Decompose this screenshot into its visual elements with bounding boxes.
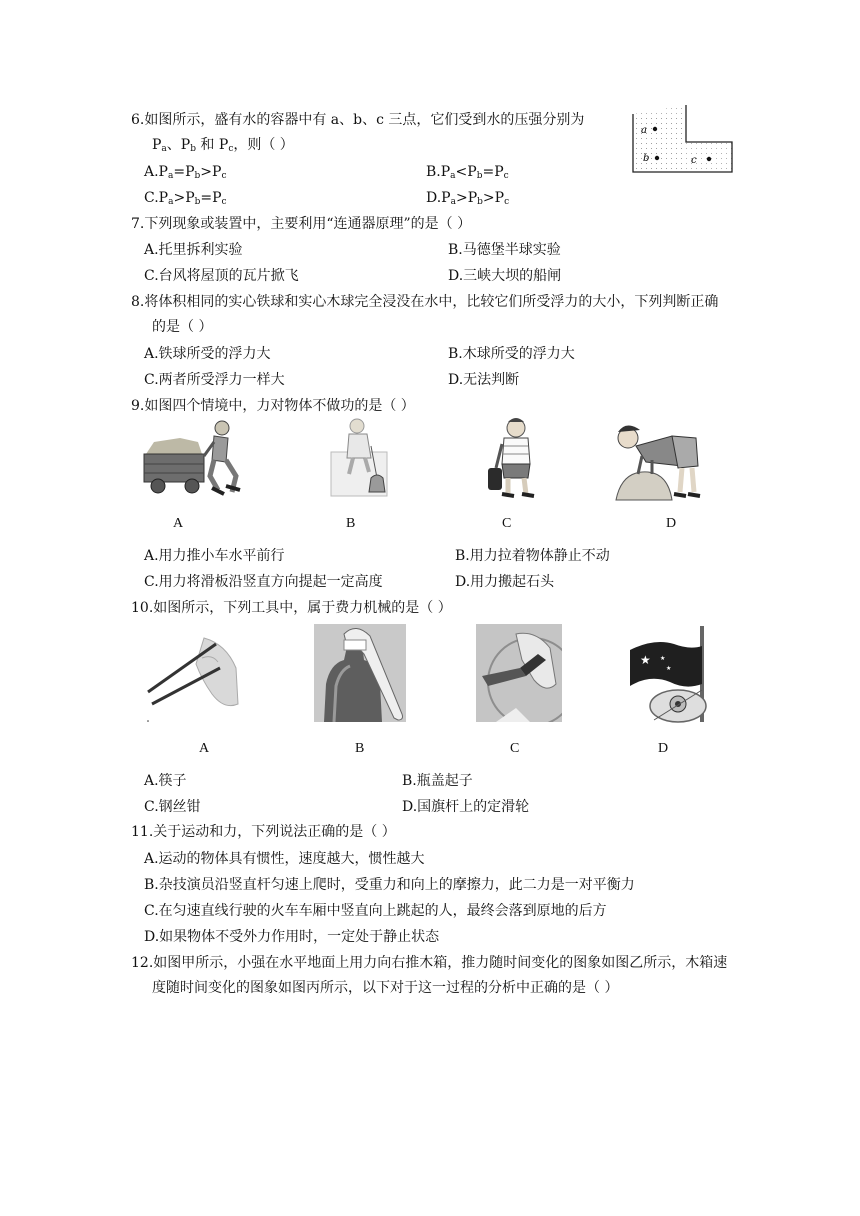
q9-image-a-push-cart: [140, 416, 248, 498]
q12-stem-line2: 度随时间变化的图象如图丙所示，以下对于这一过程的分析中正确的是（ ）: [152, 980, 619, 996]
q11-stem: 11.关于运动和力，下列说法正确的是（ ）: [131, 824, 396, 840]
q10-caption-b: B: [355, 741, 365, 756]
q6-stem-line1: 6.如图所示，盛有水的容器中有 a、b、c 三点，它们受到水的压强分别为: [131, 112, 585, 128]
q6-option-b[interactable]: $B.P_a<P_b=P_c$: [426, 164, 509, 181]
q7-stem: 7.下列现象或装置中，主要利用“连通器原理”的是（ ）: [131, 216, 472, 232]
q8-stem-line2: 的是（ ）: [152, 319, 213, 335]
q9-image-c-lift-skateboard: [484, 416, 546, 500]
q10-image-b-bottle-opener: [314, 624, 406, 722]
q6-option-d[interactable]: $D.P_a>P_b>P_c$: [426, 190, 510, 207]
q9-caption-b: B: [346, 516, 356, 531]
q10-stem: 10.如图所示，下列工具中，属于费力机械的是（ ）: [131, 600, 452, 616]
q10-option-b[interactable]: B.瓶盖起子: [402, 773, 473, 789]
water-container-figure: [630, 102, 736, 174]
q8-option-a[interactable]: A.铁球所受的浮力大: [144, 346, 271, 362]
q6-stem-line2: $P_a$、$P_b$ 和 $P_c$，则（ ）: [152, 137, 294, 154]
svg-text:a: a: [641, 125, 647, 136]
q10-caption-a: A: [199, 741, 210, 756]
q10-image-c-pliers: [476, 624, 562, 722]
svg-text:c: c: [691, 155, 697, 166]
q10-caption-c: C: [510, 741, 520, 756]
svg-text:★: ★: [660, 655, 666, 662]
q12-stem-line1: 12.如图甲所示，小强在水平地面上用力向右推木箱，推力随时间变化的图象如图乙所示，木箱速: [131, 955, 728, 971]
q9-caption-d: D: [666, 516, 677, 531]
q7-option-b[interactable]: B.马德堡半球实验: [448, 242, 561, 258]
q10-option-c[interactable]: C.钢丝钳: [144, 799, 201, 815]
svg-text:★: ★: [640, 653, 651, 667]
q11-option-c[interactable]: C.在匀速直线行驶的火车车厢中竖直向上跳起的人，最终会落到原地的后方: [144, 903, 607, 919]
q8-option-d[interactable]: D.无法判断: [448, 372, 520, 388]
q8-stem-line1: 8.将体积相同的实心铁球和实心木球完全浸没在水中，比较它们所受浮力的大小，下列判断正确: [131, 294, 719, 310]
q9-option-d[interactable]: D.用力搬起石头: [455, 574, 555, 590]
q6-option-a[interactable]: $A.P_a=P_b>P_c$: [144, 164, 227, 181]
q8-option-b[interactable]: B.木球所受的浮力大: [448, 346, 575, 362]
svg-text:b: b: [643, 153, 650, 164]
q9-stem: 9.如图四个情境中，力对物体不做功的是（ ）: [131, 398, 415, 414]
q9-image-d-lift-stone: [612, 416, 702, 502]
q9-caption-c: C: [502, 516, 512, 531]
q8-option-c[interactable]: C.两者所受浮力一样大: [144, 372, 285, 388]
q9-caption-a: A: [173, 516, 184, 531]
q11-option-a[interactable]: A.运动的物体具有惯性，速度越大，惯性越大: [144, 851, 425, 867]
q9-image-b-pull-object: [325, 416, 395, 498]
q10-caption-d: D: [658, 741, 669, 756]
q7-option-c[interactable]: C.台风将屋顶的瓦片掀飞: [144, 268, 299, 284]
svg-text:★: ★: [666, 665, 672, 672]
q10-image-d-flagpole-pulley: [624, 624, 714, 724]
q10-image-a-chopsticks: [146, 624, 240, 722]
q7-option-d[interactable]: D.三峡大坝的船闸: [448, 268, 562, 284]
q10-option-a[interactable]: A.筷子: [144, 773, 187, 789]
q9-option-b[interactable]: B.用力拉着物体静止不动: [455, 548, 610, 564]
q11-option-d[interactable]: D.如果物体不受外力作用时，一定处于静止状态: [144, 929, 440, 945]
q7-option-a[interactable]: A.托里拆利实验: [144, 242, 243, 258]
q6-option-c[interactable]: $C.P_a>P_b=P_c$: [144, 190, 227, 207]
q9-option-a[interactable]: A.用力推小车水平前行: [144, 548, 285, 564]
q9-option-c[interactable]: C.用力将滑板沿竖直方向提起一定高度: [144, 574, 383, 590]
q11-option-b[interactable]: B.杂技演员沿竖直杆匀速上爬时，受重力和向上的摩擦力，此二力是一对平衡力: [144, 877, 635, 893]
q10-option-d[interactable]: D.国旗杆上的定滑轮: [402, 799, 530, 815]
